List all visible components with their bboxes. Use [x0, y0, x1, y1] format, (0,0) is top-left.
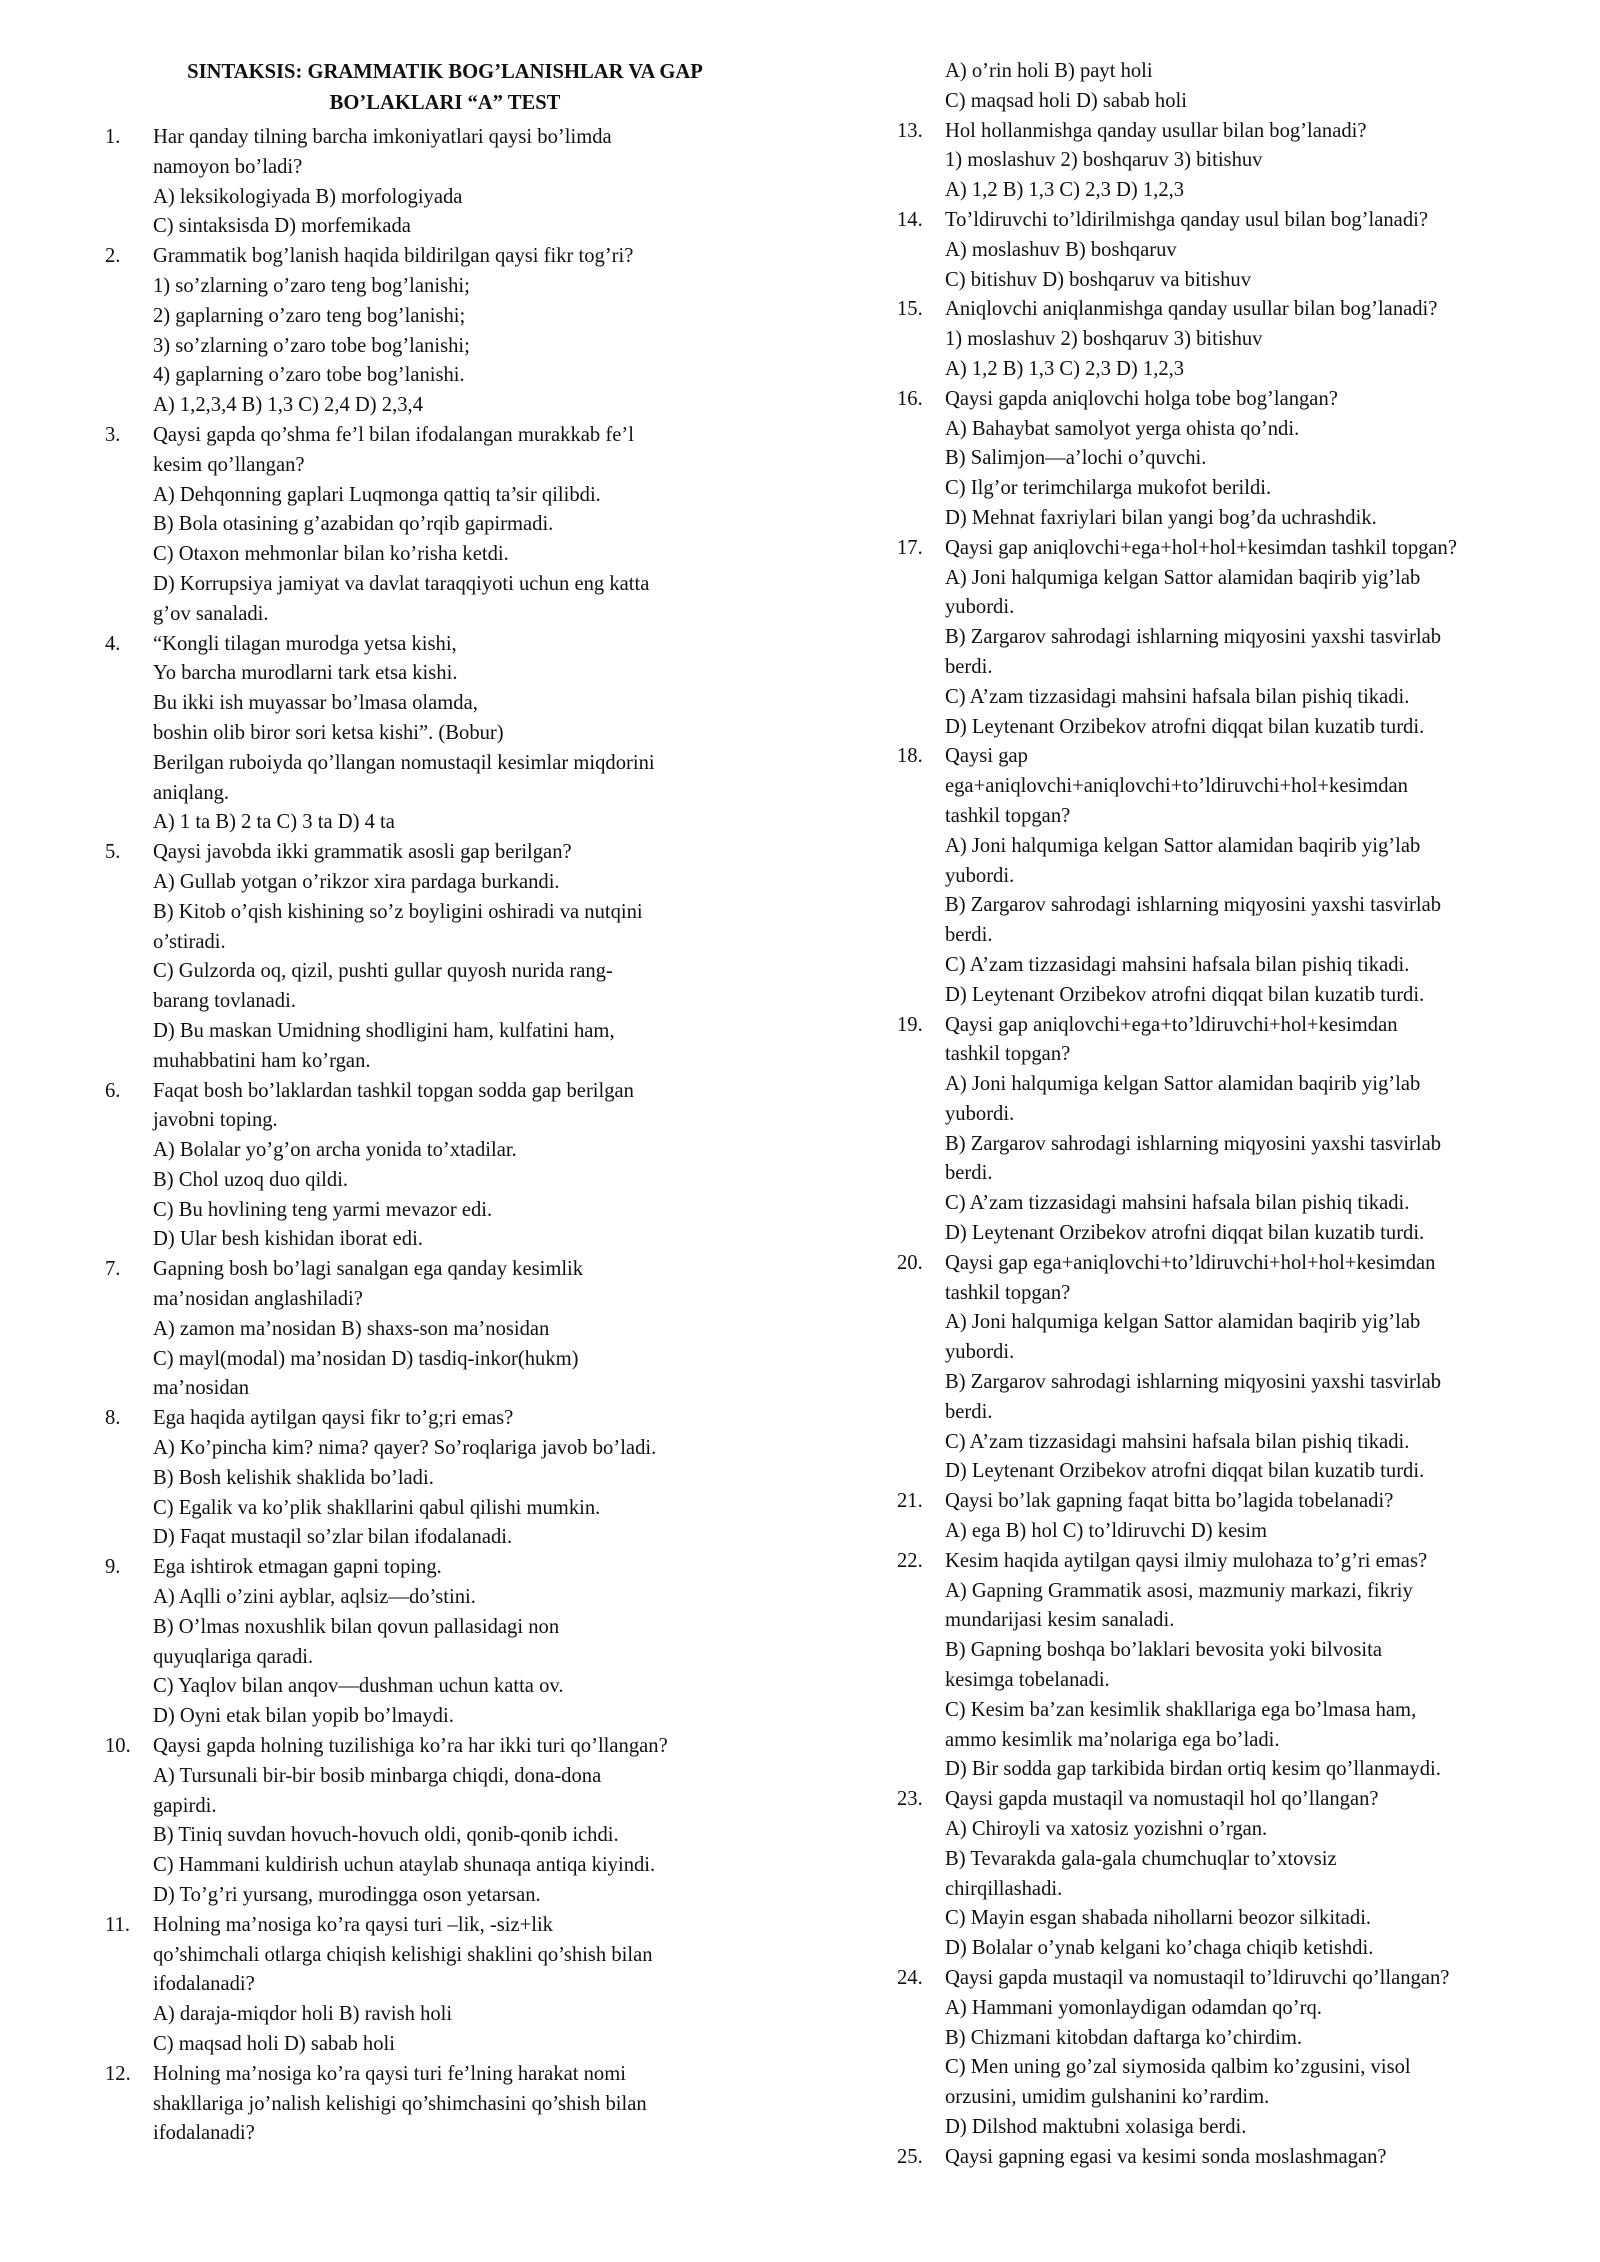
question-item — [887, 295, 1547, 384]
question-number: 4. — [105, 632, 121, 655]
question-text: Qaysi gapning egasi va kesimi sonda moslashmagan? — [945, 2145, 1387, 2168]
question-number: 10. — [105, 1735, 131, 1758]
question-line: C) Kesim ba’zan kesimlik shakllariga ega bo’lmasa ham, — [945, 1698, 1417, 1721]
question-line: A) Hammani yomonlaydigan odamdan qo’rq. — [945, 1996, 1322, 2019]
question-text: Grammatik bog’lanish haqida bildirilgan qaysi fikr tog’ri? — [153, 245, 634, 268]
question-line: 4) gaplarning o’zaro tobe bog’lanishi. — [153, 364, 465, 387]
question-item — [887, 1785, 1547, 1964]
question-line: ifodalanadi? — [153, 2122, 255, 2145]
question-item — [887, 1011, 1547, 1249]
question-text: Qaysi gap ega+aniqlovchi+to’ldiruvchi+hol+hol+kesimdan — [945, 1251, 1436, 1274]
question-text: Qaysi gap aniqlovchi+ega+hol+hol+kesimdan tashkil topgan? — [945, 536, 1457, 559]
question-text: Kesim haqida aytilgan qaysi ilmiy mulohaza to’g’ri emas? — [945, 1549, 1428, 1572]
question-line: berdi. — [945, 655, 993, 678]
question-item — [95, 838, 795, 1076]
title-line-1: SINTAKSIS: GRAMMATIK BOG’LANISHLAR VA GAP — [187, 61, 703, 83]
question-number: 21. — [897, 1490, 923, 1513]
question-line: A) leksikologiyada B) morfologiyada — [153, 185, 463, 208]
question-text: Qaysi gapda holning tuzilishiga ko’ra har ikki turi qo’llangan? — [153, 1735, 668, 1758]
question-line: ma’nosidan anglashiladi? — [153, 1288, 363, 1311]
question-line: D) Leytenant Orzibekov atrofni diqqat bilan kuzatib turdi. — [945, 983, 1425, 1006]
question-line: C) maqsad holi D) sabab holi — [153, 2033, 395, 2055]
question-line: Yo barcha murodlarni tark etsa kishi. — [153, 662, 458, 685]
question-line: Berilgan ruboiyda qo’llangan nomustaqil kesimlar miqdorini — [153, 751, 655, 774]
question-line: A) Chiroyli va xatosiz yozishni o’rgan. — [945, 1818, 1268, 1841]
question-line: Bu ikki ish muyassar bo’lmasa olamda, — [153, 692, 478, 715]
question-number: 2. — [105, 245, 121, 268]
question-line: muhabbatini ham ko’rgan. — [153, 1049, 371, 1072]
question-line: namoyon bo’ladi? — [153, 155, 303, 178]
question-line: C) A’zam tizzasidagi mahsini hafsala bilan pishiq tikadi. — [945, 953, 1410, 976]
question-line: berdi. — [945, 1400, 993, 1423]
question-number: 15. — [897, 298, 923, 321]
question-line: yubordi. — [945, 1341, 1015, 1364]
right-question-list — [887, 57, 1547, 2173]
question-item — [95, 2060, 795, 2149]
left-question-list — [95, 123, 795, 2149]
question-number: 12. — [105, 2062, 131, 2085]
question-line: C) Yaqlov bilan anqov—dushman uchun katta ov. — [153, 1675, 564, 1698]
question-line: A) Bolalar yo’g’on archa yonida to’xtadilar. — [153, 1139, 517, 1162]
question-number: 6. — [105, 1079, 121, 1102]
question-number: 23. — [897, 1788, 923, 1811]
question-number: 20. — [897, 1251, 923, 1274]
question-line: 2) gaplarning o’zaro teng bog’lanishi; — [153, 304, 466, 327]
question-line: C) mayl(modal) ma’nosidan D) tasdiq-inkor(hukm) — [153, 1347, 579, 1370]
question-text: Hol hollanmishga qanday usullar bilan bog’lanadi? — [945, 119, 1367, 142]
question-number: 24. — [897, 1967, 923, 1989]
left-column — [95, 57, 795, 2149]
question-line: chirqillashadi. — [945, 1877, 1063, 1900]
question-item — [887, 206, 1547, 295]
question-number: 7. — [105, 1258, 121, 1281]
question-item — [887, 1964, 1547, 2143]
question-number: 22. — [897, 1549, 923, 1572]
question-line: A) Joni halqumiga kelgan Sattor alamidan baqirib yig’lab — [945, 1073, 1421, 1096]
question-line: kesim qo’llangan? — [153, 453, 305, 476]
question-line: tashkil topgan? — [945, 1043, 1071, 1066]
question-number: 18. — [897, 745, 923, 768]
question-line: tashkil topgan? — [945, 1281, 1071, 1304]
question-line: D) Leytenant Orzibekov atrofni diqqat bilan kuzatib turdi. — [945, 1222, 1425, 1245]
question-line: C) A’zam tizzasidagi mahsini hafsala bilan pishiq tikadi. — [945, 685, 1410, 708]
question-line: A) Dehqonning gaplari Luqmonga qattiq ta’sir qilibdi. — [153, 483, 601, 506]
question-line: A) 1,2 B) 1,3 C) 2,3 D) 1,2,3 — [945, 179, 1185, 202]
question-line: o’stiradi. — [153, 930, 226, 953]
question-item — [887, 57, 1547, 117]
question-line: A) Joni halqumiga kelgan Sattor alamidan baqirib yig’lab — [945, 834, 1421, 857]
question-line: 1) moslashuv 2) boshqaruv 3) bitishuv — [945, 328, 1263, 351]
question-item — [95, 630, 795, 839]
question-line: B) Zargarov sahrodagi ishlarning miqyosini yaxshi tasvirlab — [945, 1371, 1442, 1394]
question-item — [887, 385, 1547, 534]
question-item — [95, 1077, 795, 1256]
question-line: A) Gapning Grammatik asosi, mazmuniy markazi, fikriy — [945, 1579, 1413, 1602]
question-number: 17. — [897, 536, 923, 559]
question-line: A) Tursunali bir-bir bosib minbarga chiqdi, dona-dona — [153, 1764, 602, 1787]
question-text: Qaysi gapda qo’shma fe’l bilan ifodalangan murakkab fe’l — [153, 423, 634, 446]
question-number: 8. — [105, 1407, 121, 1430]
question-line: C) sintaksisda D) morfemikada — [153, 215, 411, 238]
question-line: C) Men uning go’zal siymosida qalbim ko’zgusini, visol — [945, 2056, 1411, 2079]
question-text: Qaysi javobda ikki grammatik asosli gap berilgan? — [153, 841, 572, 864]
question-text: Ega haqida aytilgan qaysi fikr to’g;ri emas? — [153, 1407, 514, 1430]
question-line: A) ega B) hol C) to’ldiruvchi D) kesim — [945, 1520, 1267, 1543]
question-line: barang tovlanadi. — [153, 990, 296, 1013]
question-line: B) Chizmani kitobdan daftarga ko’chirdim. — [945, 2026, 1303, 2049]
question-line: ega+aniqlovchi+aniqlovchi+to’ldiruvchi+hol+kesimdan — [945, 775, 1408, 798]
question-line: D) Oyni etak bilan yopib bo’lmaydi. — [153, 1705, 454, 1728]
question-item — [887, 1547, 1547, 1785]
question-line: A) Aqlli o’zini ayblar, aqlsiz—do’stini. — [153, 1586, 476, 1609]
question-text: Har qanday tilning barcha imkoniyatlari qaysi bo’limda — [153, 126, 612, 148]
question-line: javobni toping. — [153, 1109, 278, 1132]
question-item — [887, 1487, 1547, 1547]
question-item — [95, 1553, 795, 1732]
question-item — [887, 742, 1547, 1010]
question-line: C) A’zam tizzasidagi mahsini hafsala bilan pishiq tikadi. — [945, 1430, 1410, 1453]
question-line: yubordi. — [945, 864, 1015, 887]
question-number: 3. — [105, 423, 121, 446]
question-line: A) 1 ta B) 2 ta C) 3 ta D) 4 ta — [153, 811, 395, 834]
question-item — [887, 2143, 1547, 2173]
question-line: 3) so’zlarning o’zaro tobe bog’lanishi; — [153, 334, 470, 357]
question-number: 19. — [897, 1013, 923, 1036]
question-line: boshin olib biror sori ketsa kishi”. (Bobur) — [153, 721, 504, 744]
question-line: B) Kitob o’qish kishining so’z boyligini oshiradi va nutqini — [153, 900, 643, 923]
question-line: 1) moslashuv 2) boshqaruv 3) bitishuv — [945, 149, 1263, 172]
question-line: B) O’lmas noxushlik bilan qovun pallasidagi non — [153, 1615, 560, 1638]
question-line: kesimga tobelanadi. — [945, 1669, 1110, 1692]
question-text: Faqat bosh bo’laklardan tashkil topgan sodda gap berilgan — [153, 1079, 634, 1102]
question-line: D) Ular besh kishidan iborat edi. — [153, 1228, 423, 1251]
question-line: D) Bir sodda gap tarkibida birdan ortiq kesim qo’llanmaydi. — [945, 1758, 1441, 1781]
question-line: g’ov sanaladi. — [153, 602, 269, 625]
question-line: qo’shimchali otlarga chiqish kelishigi shaklini qo’shish bilan — [153, 1943, 653, 1966]
question-line: A) o’rin holi B) payt holi — [945, 60, 1153, 82]
question-line: D) To’g’ri yursang, murodingga oson yetarsan. — [153, 1884, 541, 1907]
question-line: B) Tiniq suvdan hovuch-hovuch oldi, qonib-qonib ichdi. — [153, 1824, 619, 1847]
question-line: shakllariga jo’nalish kelishigi qo’shimchasini qo’shish bilan — [153, 2092, 647, 2115]
question-line: C) Gulzorda oq, qizil, pushti gullar quyosh nurida rang- — [153, 960, 613, 983]
question-line: D) Leytenant Orzibekov atrofni diqqat bilan kuzatib turdi. — [945, 715, 1425, 738]
question-number: 13. — [897, 119, 923, 142]
question-text: Aniqlovchi aniqlanmishga qanday usullar bilan bog’lanadi? — [945, 298, 1438, 321]
question-text: Qaysi bo’lak gapning faqat bitta bo’lagida tobelanadi? — [945, 1490, 1394, 1513]
question-text: Qaysi gap aniqlovchi+ega+to’ldiruvchi+hol+kesimdan — [945, 1013, 1398, 1036]
question-number: 5. — [105, 841, 121, 864]
question-line: A) 1,2 B) 1,3 C) 2,3 D) 1,2,3 — [945, 357, 1185, 380]
question-line: D) Korrupsiya jamiyat va davlat taraqqiyoti uchun eng katta — [153, 572, 650, 595]
question-line: aniqlang. — [153, 781, 230, 804]
question-line: B) Tevarakda gala-gala chumchuqlar to’xtovsiz — [945, 1847, 1337, 1870]
question-number: 25. — [897, 2145, 923, 2168]
question-line: A) Bahaybat samolyot yerga ohista qo’ndi. — [945, 417, 1300, 440]
question-text: Holning ma’nosiga ko’ra qaysi turi fe’lning harakat nomi — [153, 2062, 626, 2085]
right-column — [887, 57, 1547, 2173]
question-line: gapirdi. — [153, 1794, 217, 1817]
question-line: B) Salimjon—a’lochi o’quvchi. — [945, 447, 1207, 470]
question-number: 14. — [897, 208, 923, 231]
question-line: B) Zargarov sahrodagi ishlarning miqyosini yaxshi tasvirlab — [945, 1132, 1442, 1155]
question-line: A) daraja-miqdor holi B) ravish holi — [153, 2003, 453, 2026]
question-text: To’ldiruvchi to’ldirilmishga qanday usul bilan bog’lanadi? — [945, 208, 1428, 231]
question-line: B) Bola otasining g’azabidan qo’rqib gapirmadi. — [153, 513, 554, 536]
question-line: B) Zargarov sahrodagi ishlarning miqyosini yaxshi tasvirlab — [945, 894, 1442, 917]
question-item — [95, 1732, 795, 1911]
question-line: C) Hammani kuldirish uchun ataylab shunaqa antiqa kiyindi. — [153, 1854, 656, 1877]
title-line-2: BO’LAKLARI “A” TEST — [329, 92, 561, 114]
question-text: Qaysi gapda mustaqil va nomustaqil hol qo’llangan? — [945, 1788, 1379, 1811]
question-item — [95, 1911, 795, 2060]
question-item — [95, 1404, 795, 1553]
question-line: A) Joni halqumiga kelgan Sattor alamidan baqirib yig’lab — [945, 1311, 1421, 1334]
question-line: D) Leytenant Orzibekov atrofni diqqat bilan kuzatib turdi. — [945, 1460, 1425, 1483]
question-line: A) Joni halqumiga kelgan Sattor alamidan baqirib yig’lab — [945, 566, 1421, 589]
question-line: yubordi. — [945, 596, 1015, 619]
question-line: yubordi. — [945, 1102, 1015, 1125]
question-line: berdi. — [945, 1162, 993, 1185]
question-line: mundarijasi kesim sanaladi. — [945, 1609, 1175, 1632]
question-line: ammo kesimlik ma’nolariga ega bo’ladi. — [945, 1728, 1280, 1751]
question-line: ifodalanadi? — [153, 1973, 255, 1996]
question-line: ma’nosidan — [153, 1377, 250, 1400]
question-line: A) Ko’pincha kim? nima? qayer? So’roqlariga javob bo’ladi. — [153, 1437, 657, 1460]
question-number: 11. — [105, 1913, 130, 1936]
question-line: C) Ilg’or terimchilarga mukofot berildi. — [945, 477, 1272, 500]
question-line: C) Egalik va ko’plik shakllarini qabul qilishi mumkin. — [153, 1496, 601, 1519]
test-title — [95, 57, 795, 119]
question-line: D) Bolalar o’ynab kelgani ko’chaga chiqib ketishdi. — [945, 1937, 1374, 1960]
question-line: B) Gapning boshqa bo’laklari bevosita yoki bilvosita — [945, 1639, 1382, 1662]
question-line: C) Otaxon mehmonlar bilan ko’risha ketdi. — [153, 543, 509, 566]
question-item — [95, 242, 795, 421]
question-line: 1) so’zlarning o’zaro teng bog’lanishi; — [153, 274, 470, 297]
question-text: Qaysi gap — [945, 745, 1028, 768]
question-text: Ega ishtirok etmagan gapni toping. — [153, 1556, 442, 1579]
question-number: 1. — [105, 126, 121, 148]
question-line: D) Mehnat faxriylari bilan yangi bog’da uchrashdik. — [945, 506, 1377, 529]
question-line: C) Mayin esgan shabada nihollarni beozor silkitadi. — [945, 1907, 1372, 1930]
question-line: C) A’zam tizzasidagi mahsini hafsala bilan pishiq tikadi. — [945, 1192, 1410, 1215]
question-line: C) bitishuv D) boshqaruv va bitishuv — [945, 268, 1252, 291]
question-line: A) zamon ma’nosidan B) shaxs-son ma’nosidan — [153, 1317, 550, 1340]
question-number: 9. — [105, 1556, 121, 1579]
question-line: B) Chol uzoq duo qildi. — [153, 1168, 349, 1191]
question-line: orzusini, umidim gulshanini ko’rardim. — [945, 2086, 1270, 2109]
question-line: D) Dilshod maktubni xolasiga berdi. — [945, 2115, 1247, 2138]
question-line: A) moslashuv B) boshqaruv — [945, 238, 1177, 261]
question-line: A) 1,2,3,4 B) 1,3 C) 2,4 D) 2,3,4 — [153, 394, 423, 417]
question-line: B) Zargarov sahrodagi ishlarning miqyosini yaxshi tasvirlab — [945, 626, 1442, 649]
question-text: Qaysi gapda mustaqil va nomustaqil to’ldiruvchi qo’llangan? — [945, 1967, 1450, 1989]
question-text: “Kongli tilagan murodga yetsa kishi, — [153, 632, 457, 655]
question-line: D) Bu maskan Umidning shodligini ham, kulfatini ham, — [153, 1019, 615, 1042]
question-line: tashkil topgan? — [945, 804, 1071, 827]
question-text: Gapning bosh bo’lagi sanalgan ega qanday kesimlik — [153, 1258, 584, 1281]
question-item — [887, 1249, 1547, 1487]
question-line: B) Bosh kelishik shaklida bo’ladi. — [153, 1466, 434, 1489]
question-item — [95, 421, 795, 630]
question-text: Holning ma’nosiga ko’ra qaysi turi –lik, -siz+lik — [153, 1913, 553, 1936]
question-line: C) Bu hovlining teng yarmi mevazor edi. — [153, 1198, 493, 1221]
question-text: Qaysi gapda aniqlovchi holga tobe bog’langan? — [945, 387, 1338, 410]
question-line: berdi. — [945, 924, 993, 947]
question-line: A) Gullab yotgan o’rikzor xira pardaga burkandi. — [153, 870, 560, 893]
question-item — [887, 534, 1547, 743]
question-line: D) Faqat mustaqil so’zlar bilan ifodalanadi. — [153, 1526, 513, 1549]
question-item — [95, 123, 795, 242]
question-line: quyuqlariga qaradi. — [153, 1645, 314, 1668]
question-number: 16. — [897, 387, 923, 410]
question-item — [887, 117, 1547, 206]
question-item — [95, 1255, 795, 1404]
question-line: C) maqsad holi D) sabab holi — [945, 89, 1187, 112]
